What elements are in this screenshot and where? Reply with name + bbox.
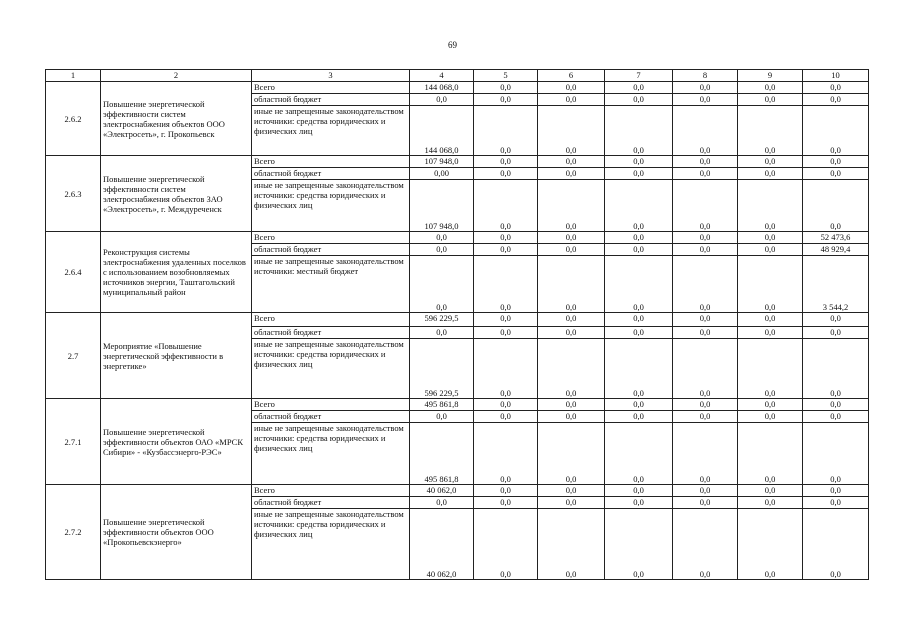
amount-cell: 0,0 [538, 232, 605, 244]
amount-cell: 0,0 [605, 485, 673, 497]
amount-cell: 0,0 [803, 313, 869, 327]
amount-cell: 0,0 [738, 339, 803, 399]
budget-table [45, 69, 869, 580]
amount-cell: 0,0 [738, 168, 803, 180]
amount-cell: 0,0 [538, 244, 605, 256]
header-cell: 5 [474, 70, 538, 82]
table-row [46, 313, 869, 327]
amount-cell: 0,0 [673, 423, 738, 485]
funding-source: иные не запрещенные законодательством источники: средства юридических и физических лиц [252, 509, 410, 580]
item-code: 2.6.4 [46, 232, 101, 313]
item-code: 2.7.2 [46, 485, 101, 580]
amount-cell: 0,0 [738, 232, 803, 244]
amount-cell: 144 068,0 [410, 106, 474, 156]
amount-cell: 0,0 [538, 509, 605, 580]
funding-source: областной бюджет [252, 411, 410, 423]
amount-cell: 0,0 [474, 485, 538, 497]
amount-cell: 0,0 [738, 411, 803, 423]
amount-cell: 0,0 [803, 399, 869, 411]
amount-cell: 0,0 [673, 313, 738, 327]
amount-cell: 0,0 [803, 411, 869, 423]
amount-cell: 0,0 [605, 327, 673, 339]
amount-cell: 40 062,0 [410, 509, 474, 580]
amount-cell: 0,0 [474, 339, 538, 399]
item-name: Мероприятие «Повышение энергетической эффективности в энергетике» [101, 313, 252, 399]
amount-cell: 0,0 [474, 94, 538, 106]
amount-cell: 0,0 [673, 106, 738, 156]
funding-source: Всего [252, 313, 410, 327]
amount-cell: 0,0 [803, 339, 869, 399]
header-cell: 2 [101, 70, 252, 82]
amount-cell: 0,0 [538, 497, 605, 509]
amount-cell: 0,0 [673, 168, 738, 180]
amount-cell: 0,0 [410, 94, 474, 106]
amount-cell: 0,0 [605, 180, 673, 232]
amount-cell: 0,0 [605, 82, 673, 94]
table-row [46, 156, 869, 168]
header-cell: 8 [673, 70, 738, 82]
amount-cell: 0,0 [474, 509, 538, 580]
funding-source: областной бюджет [252, 327, 410, 339]
amount-cell: 0,0 [538, 327, 605, 339]
amount-cell: 0,0 [738, 94, 803, 106]
item-name: Повышение энергетической эффективности объектов ООО «Прокопьевскэнерго» [101, 485, 252, 580]
amount-cell: 0,0 [803, 327, 869, 339]
funding-source: иные не запрещенные законодательством источники: средства юридических и физических лиц [252, 106, 410, 156]
funding-source: областной бюджет [252, 244, 410, 256]
amount-cell: 144 068,0 [410, 82, 474, 94]
amount-cell: 0,0 [538, 94, 605, 106]
header-cell: 3 [252, 70, 410, 82]
amount-cell: 0,0 [738, 509, 803, 580]
amount-cell: 0,0 [738, 327, 803, 339]
amount-cell: 0,0 [673, 485, 738, 497]
amount-cell: 0,00 [410, 168, 474, 180]
amount-cell: 0,0 [474, 327, 538, 339]
item-name: Повышение энергетической эффективности систем электроснабжения объектов ООО «Электросеть», г. Прокопьевск [101, 82, 252, 156]
amount-cell: 0,0 [538, 106, 605, 156]
item-name: Повышение энергетической эффективности объектов ОАО «МРСК Сибири» - «Кузбассэнерго-РЭС» [101, 399, 252, 485]
amount-cell: 0,0 [673, 327, 738, 339]
amount-cell: 0,0 [605, 94, 673, 106]
amount-cell: 3 544,2 [803, 256, 869, 313]
amount-cell: 0,0 [538, 82, 605, 94]
amount-cell: 48 929,4 [803, 244, 869, 256]
amount-cell: 0,0 [738, 180, 803, 232]
amount-cell: 0,0 [605, 232, 673, 244]
funding-source: Всего [252, 232, 410, 244]
amount-cell: 0,0 [605, 168, 673, 180]
amount-cell: 0,0 [738, 497, 803, 509]
amount-cell: 0,0 [538, 423, 605, 485]
amount-cell: 0,0 [538, 256, 605, 313]
amount-cell: 0,0 [673, 339, 738, 399]
item-name: Реконструкция системы электроснабжения удаленных поселков с использованием возобновляемых источников энергии, Таштагольский муниципальный район [101, 232, 252, 313]
header-cell: 10 [803, 70, 869, 82]
amount-cell: 0,0 [738, 399, 803, 411]
amount-cell: 0,0 [673, 94, 738, 106]
amount-cell: 0,0 [605, 339, 673, 399]
page-number: 69 [448, 40, 457, 50]
funding-source: иные не запрещенные законодательством источники: средства юридических и физических лиц [252, 423, 410, 485]
amount-cell: 0,0 [673, 232, 738, 244]
amount-cell: 0,0 [803, 180, 869, 232]
amount-cell: 0,0 [673, 497, 738, 509]
amount-cell: 0,0 [410, 232, 474, 244]
funding-source: иные не запрещенные законодательством источники: местный бюджет [252, 256, 410, 313]
amount-cell: 596 229,5 [410, 339, 474, 399]
amount-cell: 0,0 [738, 256, 803, 313]
amount-cell: 0,0 [738, 106, 803, 156]
amount-cell: 495 861,8 [410, 399, 474, 411]
amount-cell: 495 861,8 [410, 423, 474, 485]
amount-cell: 0,0 [738, 244, 803, 256]
funding-source: иные не запрещенные законодательством источники: средства юридических и физических лиц [252, 180, 410, 232]
amount-cell: 0,0 [803, 82, 869, 94]
amount-cell: 0,0 [673, 399, 738, 411]
amount-cell: 0,0 [474, 497, 538, 509]
amount-cell: 0,0 [673, 411, 738, 423]
amount-cell: 0,0 [410, 497, 474, 509]
amount-cell: 0,0 [538, 339, 605, 399]
amount-cell: 0,0 [474, 256, 538, 313]
amount-cell: 0,0 [803, 485, 869, 497]
funding-source: Всего [252, 156, 410, 168]
amount-cell: 0,0 [605, 313, 673, 327]
amount-cell: 0,0 [605, 423, 673, 485]
amount-cell: 0,0 [538, 399, 605, 411]
header-cell: 9 [738, 70, 803, 82]
amount-cell: 0,0 [738, 313, 803, 327]
amount-cell: 0,0 [538, 411, 605, 423]
item-code: 2.7.1 [46, 399, 101, 485]
amount-cell: 0,0 [803, 168, 869, 180]
funding-source: областной бюджет [252, 168, 410, 180]
amount-cell: 0,0 [410, 244, 474, 256]
amount-cell: 0,0 [605, 509, 673, 580]
amount-cell: 52 473,6 [803, 232, 869, 244]
amount-cell: 0,0 [803, 423, 869, 485]
amount-cell: 0,0 [803, 509, 869, 580]
amount-cell: 0,0 [474, 313, 538, 327]
funding-source: иные не запрещенные законодательством источники: средства юридических и физических лиц [252, 339, 410, 399]
header-cell: 4 [410, 70, 474, 82]
amount-cell: 0,0 [673, 256, 738, 313]
funding-source: областной бюджет [252, 497, 410, 509]
amount-cell: 0,0 [605, 497, 673, 509]
amount-cell: 0,0 [474, 156, 538, 168]
amount-cell: 0,0 [474, 423, 538, 485]
amount-cell: 0,0 [673, 156, 738, 168]
table-row [46, 82, 869, 94]
amount-cell: 0,0 [538, 180, 605, 232]
header-cell: 6 [538, 70, 605, 82]
amount-cell: 107 948,0 [410, 156, 474, 168]
amount-cell: 0,0 [605, 411, 673, 423]
amount-cell: 0,0 [738, 156, 803, 168]
header-row [46, 70, 869, 82]
amount-cell: 0,0 [673, 509, 738, 580]
amount-cell: 596 229,5 [410, 313, 474, 327]
amount-cell: 0,0 [673, 180, 738, 232]
amount-cell: 0,0 [803, 94, 869, 106]
amount-cell: 0,0 [410, 327, 474, 339]
table-row [46, 485, 869, 497]
amount-cell: 107 948,0 [410, 180, 474, 232]
amount-cell: 0,0 [474, 168, 538, 180]
table-row [46, 232, 869, 244]
amount-cell: 0,0 [605, 244, 673, 256]
item-name: Повышение энергетической эффективности систем электроснабжения объектов ЗАО «Электросеть», г. Междуреченск [101, 156, 252, 232]
amount-cell: 0,0 [605, 156, 673, 168]
amount-cell: 0,0 [673, 82, 738, 94]
header-cell: 1 [46, 70, 101, 82]
table-row [46, 399, 869, 411]
amount-cell: 0,0 [474, 399, 538, 411]
amount-cell: 0,0 [803, 497, 869, 509]
amount-cell: 0,0 [410, 411, 474, 423]
amount-cell: 0,0 [474, 180, 538, 232]
header-cell: 7 [605, 70, 673, 82]
amount-cell: 40 062,0 [410, 485, 474, 497]
amount-cell: 0,0 [738, 423, 803, 485]
amount-cell: 0,0 [474, 82, 538, 94]
funding-source: Всего [252, 399, 410, 411]
amount-cell: 0,0 [474, 411, 538, 423]
funding-source: областной бюджет [252, 94, 410, 106]
amount-cell: 0,0 [474, 244, 538, 256]
item-code: 2.6.3 [46, 156, 101, 232]
amount-cell: 0,0 [738, 485, 803, 497]
amount-cell: 0,0 [474, 232, 538, 244]
amount-cell: 0,0 [803, 106, 869, 156]
amount-cell: 0,0 [673, 244, 738, 256]
amount-cell: 0,0 [538, 313, 605, 327]
amount-cell: 0,0 [738, 82, 803, 94]
item-code: 2.6.2 [46, 82, 101, 156]
amount-cell: 0,0 [538, 485, 605, 497]
amount-cell: 0,0 [538, 168, 605, 180]
amount-cell: 0,0 [474, 106, 538, 156]
amount-cell: 0,0 [605, 106, 673, 156]
item-code: 2.7 [46, 313, 101, 399]
amount-cell: 0,0 [605, 256, 673, 313]
amount-cell: 0,0 [605, 399, 673, 411]
amount-cell: 0,0 [538, 156, 605, 168]
amount-cell: 0,0 [410, 256, 474, 313]
amount-cell: 0,0 [803, 156, 869, 168]
funding-source: Всего [252, 485, 410, 497]
funding-source: Всего [252, 82, 410, 94]
